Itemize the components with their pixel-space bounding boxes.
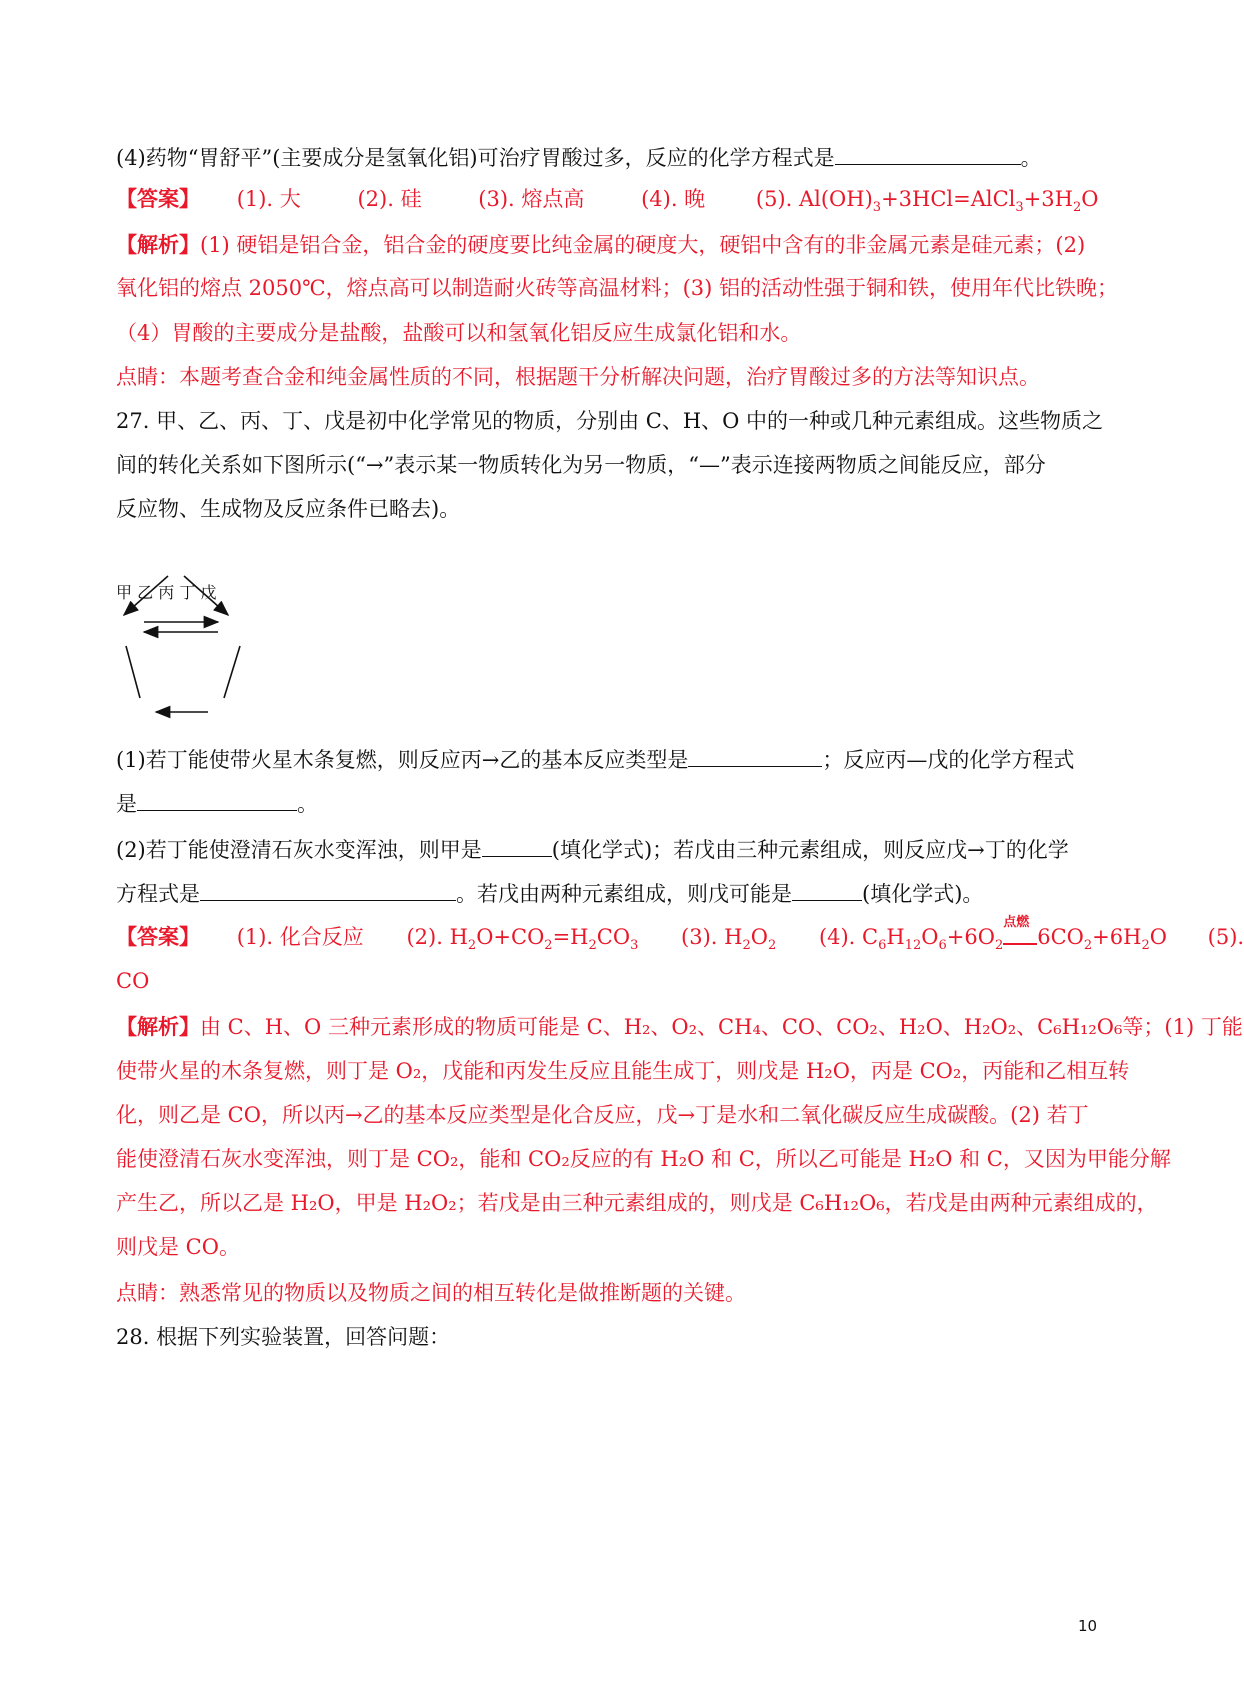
answer-label: 【答案】 bbox=[116, 186, 200, 211]
q27-sub2-line2: 方程式是 。若戊由两种元素组成，则戊可能是 (填化学式)。 bbox=[116, 878, 1106, 909]
q26-analysis-line3: （4）胃酸的主要成分是盐酸，盐酸可以和氢氧化铝反应生成氯化铝和水。 bbox=[116, 321, 802, 345]
q27-answer-2: (2). $H_2O+CO_2=H_2CO_3$ bbox=[406, 925, 639, 954]
q26-answer bbox=[116, 184, 1106, 214]
q26-answer-5: (5). $Al(OH)_3+3HCl=AlCl_3+3H_2O$ bbox=[755, 187, 1099, 216]
q27-analysis-line1: 【解析】由 C、H、O 三种元素形成的物质可能是 C、H₂、O₂、CH₄、CO、CO₂、H₂O、H₂O₂、C₆H₁₂O₆等；(1) 丁能 bbox=[116, 1014, 1243, 1039]
q26-answer-1: (1). 大 bbox=[236, 187, 301, 211]
q26-analysis-line1: 【解析】(1) 硬铝是铝合金，铝合金的硬度要比纯金属的硬度大，硬铝中含有的非金属元素是硅元素；(2) bbox=[116, 232, 1086, 257]
q26-sub4-text: (4)药物“胃舒平”(主要成分是氢氧化铝)可治疗胃酸过多，反应的化学方程式是 bbox=[116, 146, 835, 170]
q27-answer-5-value: CO bbox=[116, 969, 150, 993]
page-number: 10 bbox=[1078, 1617, 1098, 1635]
q27-tip: 点睛：熟悉常见的物质以及物质之间的相互转化是做推断题的关键。 bbox=[116, 1281, 746, 1305]
q27-sub1-line2: 是 。 bbox=[116, 788, 1106, 819]
q27-answer-4: (4). $C_6H_{12}O_6+6O_2$ 点燃 $6CO_2+6H_2O$ bbox=[818, 915, 1167, 954]
answer-blank[interactable] bbox=[482, 834, 552, 857]
answer-blank[interactable] bbox=[835, 142, 1021, 165]
node-jia: 甲 bbox=[116, 583, 133, 602]
q27-line2: 间的转化关系如下图所示(“→”表示某一物质转化为另一物质，“—”表示连接两物质之间能反应，部分 bbox=[116, 453, 1046, 477]
answer-blank[interactable] bbox=[200, 878, 456, 901]
answer-blank[interactable] bbox=[792, 878, 862, 901]
node-ding: 丁 bbox=[179, 583, 196, 602]
node-bing: 丙 bbox=[158, 583, 175, 602]
analysis-label: 【解析】 bbox=[116, 1014, 200, 1039]
q27-sub1-line1: (1)若丁能使带火星木条复燃，则反应丙→乙的基本反应类型是 ；反应丙—戊的化学方程式 bbox=[116, 744, 1106, 775]
q26-tip: 点睛：本题考查合金和纯金属性质的不同，根据题干分析解决问题，治疗胃酸过多的方法等知识点。 bbox=[116, 365, 1040, 389]
q27-analysis-line2: 使带火星的木条复燃，则丁是 O₂，戊能和丙发生反应且能生成丁，则戊是 H₂O，丙是 CO₂，丙能和乙相互转 bbox=[116, 1059, 1130, 1083]
q27-sub2-line1: (2)若丁能使澄清石灰水变浑浊，则甲是 (填化学式)；若戊由三种元素组成，则反应戊→丁的化学 bbox=[116, 834, 1106, 865]
q27-line1: 27. 甲、乙、丙、丁、戊是初中化学常见的物质，分别由 C、H、O 中的一种或几种元素组成。这些物质之 bbox=[116, 409, 1104, 433]
q26-sub4: (4)药物“胃舒平”(主要成分是氢氧化铝)可治疗胃酸过多，反应的化学方程式是 。 bbox=[116, 142, 1106, 173]
q27-answer-5: (5). bbox=[1207, 925, 1244, 949]
q26-answer-3: (3). 熔点高 bbox=[478, 187, 585, 211]
answer-label: 【答案】 bbox=[116, 924, 200, 949]
q27-answer-3: (3). $H_2O_2$ bbox=[681, 925, 777, 954]
q27-analysis-line5: 产生乙，所以乙是 H₂O，甲是 H₂O₂；若戊是由三种元素组成的，则戊是 C₆H₁₂O₆，若戊是由两种元素组成的， bbox=[116, 1191, 1158, 1215]
reaction-condition: 点燃 bbox=[1003, 922, 1037, 952]
q26-answer-4: (4). 晚 bbox=[641, 187, 706, 211]
q26-answer-2: (2). 硅 bbox=[357, 187, 422, 211]
q27-line3: 反应物、生成物及反应条件已略去)。 bbox=[116, 497, 461, 521]
q27-analysis-line6: 则戊是 CO。 bbox=[116, 1235, 240, 1259]
q27-answer-1: (1). 化合反应 bbox=[236, 925, 364, 949]
q27-analysis-line3: 化，则乙是 CO，所以丙→乙的基本反应类型是化合反应，戊→丁是水和二氧化碳反应生成碳酸。(2) 若丁 bbox=[116, 1103, 1089, 1127]
node-wu: 戊 bbox=[200, 583, 217, 602]
q27-analysis-line4: 能使澄清石灰水变浑浊，则丁是 CO₂，能和 CO₂反应的有 H₂O 和 C，所以乙可能是 H₂O 和 C，又因为甲能分解 bbox=[116, 1147, 1171, 1171]
q26-analysis-line2: 氧化铝的熔点 2050℃，熔点高可以制造耐火砖等高温材料；(3) 铝的活动性强于铜和铁，使用年代比铁晚； bbox=[116, 276, 1119, 300]
q28-line1: 28. 根据下列实验装置，回答问题： bbox=[116, 1325, 451, 1349]
q27-answer bbox=[116, 915, 1244, 954]
node-yi: 乙 bbox=[137, 583, 154, 602]
answer-blank[interactable] bbox=[137, 788, 297, 811]
answer-blank[interactable] bbox=[688, 744, 822, 767]
analysis-label: 【解析】 bbox=[116, 232, 200, 257]
